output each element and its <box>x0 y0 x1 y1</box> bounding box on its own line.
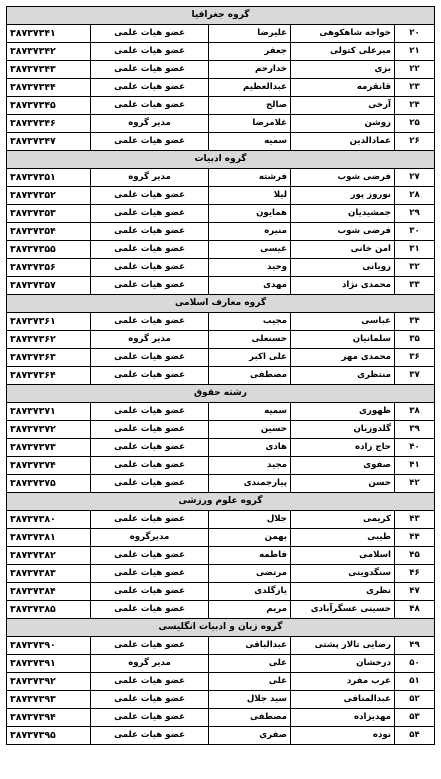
table-row <box>7 691 435 709</box>
group-title: گروه معارف اسلامی <box>7 295 435 313</box>
position: عضو هیات علمی <box>91 709 209 727</box>
position: عضو هیات علمی <box>91 583 209 601</box>
row-number: ۵۴ <box>395 727 435 745</box>
first-name: حسین <box>209 421 291 439</box>
phone-number: ۳۸۷۳۷۳۴۴ <box>7 79 91 97</box>
table-row <box>7 187 435 205</box>
table-row <box>7 709 435 727</box>
first-name: هادی <box>209 439 291 457</box>
last-name: ظهوری <box>291 403 395 421</box>
phone-number: ۳۸۷۳۷۳۷۲ <box>7 421 91 439</box>
first-name: مصطفی <box>209 367 291 385</box>
group-title: رشته حقوق <box>7 385 435 403</box>
first-name: مجید <box>209 457 291 475</box>
phone-number: ۳۸۷۳۷۳۷۳ <box>7 439 91 457</box>
group-header-row <box>7 493 435 511</box>
first-name: عیسی <box>209 241 291 259</box>
position: عضو هیات علمی <box>91 259 209 277</box>
position: عضو هیات علمی <box>91 367 209 385</box>
table-row <box>7 529 435 547</box>
last-name: روشن <box>291 115 395 133</box>
position: عضو هیات علمی <box>91 421 209 439</box>
phone-number: ۳۸۷۳۷۳۹۲ <box>7 673 91 691</box>
row-number: ۲۹ <box>395 205 435 223</box>
row-number: ۴۵ <box>395 547 435 565</box>
position: مدیرگروه <box>91 529 209 547</box>
faculty-table <box>6 6 435 745</box>
position: عضو هیات علمی <box>91 223 209 241</box>
row-number: ۴۱ <box>395 457 435 475</box>
position: عضو هیات علمی <box>91 313 209 331</box>
position: عضو هیات علمی <box>91 61 209 79</box>
faculty-directory <box>6 6 434 745</box>
phone-number: ۳۸۷۳۷۳۹۱ <box>7 655 91 673</box>
position: عضو هیات علمی <box>91 403 209 421</box>
row-number: ۳۳ <box>395 277 435 295</box>
last-name: محمدی مهر <box>291 349 395 367</box>
row-number: ۳۱ <box>395 241 435 259</box>
position: مدیر گروه <box>91 169 209 187</box>
last-name: سنگدوینی <box>291 565 395 583</box>
first-name: فاطمه <box>209 547 291 565</box>
group-header-row <box>7 295 435 313</box>
first-name: منیره <box>209 223 291 241</box>
position: مدیر گروه <box>91 115 209 133</box>
last-name: عمادالدین <box>291 133 395 151</box>
phone-number: ۳۸۷۳۷۳۸۴ <box>7 583 91 601</box>
row-number: ۳۲ <box>395 259 435 277</box>
phone-number: ۳۸۷۳۷۳۹۰ <box>7 637 91 655</box>
table-row <box>7 97 435 115</box>
first-name: سمیه <box>209 133 291 151</box>
first-name: بهمن <box>209 529 291 547</box>
position: عضو هیات علمی <box>91 187 209 205</box>
first-name: حسنعلی <box>209 331 291 349</box>
position: عضو هیات علمی <box>91 691 209 709</box>
row-number: ۲۷ <box>395 169 435 187</box>
last-name: فرضی شوب <box>291 169 395 187</box>
table-row <box>7 349 435 367</box>
last-name: محمدی نژاد <box>291 277 395 295</box>
row-number: ۲۳ <box>395 79 435 97</box>
table-row <box>7 421 435 439</box>
position: عضو هیات علمی <box>91 25 209 43</box>
last-name: میرعلی کتولی <box>291 43 395 61</box>
table-row <box>7 673 435 691</box>
position: عضو هیات علمی <box>91 79 209 97</box>
position: مدیر گروه <box>91 655 209 673</box>
phone-number: ۳۸۷۳۷۳۵۳ <box>7 205 91 223</box>
row-number: ۴۷ <box>395 583 435 601</box>
last-name: جمشیدیان <box>291 205 395 223</box>
first-name: یازگلدی <box>209 583 291 601</box>
faculty-table-body <box>7 7 435 745</box>
last-name: کریمی <box>291 511 395 529</box>
phone-number: ۳۸۷۳۷۳۶۴ <box>7 367 91 385</box>
row-number: ۴۶ <box>395 565 435 583</box>
row-number: ۲۱ <box>395 43 435 61</box>
position: عضو هیات علمی <box>91 97 209 115</box>
row-number: ۳۸ <box>395 403 435 421</box>
row-number: ۵۳ <box>395 709 435 727</box>
last-name: درخشان <box>291 655 395 673</box>
table-row <box>7 331 435 349</box>
first-name: علی <box>209 673 291 691</box>
row-number: ۲۰ <box>395 25 435 43</box>
position: عضو هیات علمی <box>91 475 209 493</box>
table-row <box>7 547 435 565</box>
table-row <box>7 637 435 655</box>
table-row <box>7 169 435 187</box>
table-row <box>7 475 435 493</box>
position: عضو هیات علمی <box>91 547 209 565</box>
last-name: فرضی شوب <box>291 223 395 241</box>
table-row <box>7 403 435 421</box>
table-row <box>7 61 435 79</box>
position: عضو هیات علمی <box>91 673 209 691</box>
table-row <box>7 25 435 43</box>
first-name: مجیب <box>209 313 291 331</box>
position: عضو هیات علمی <box>91 511 209 529</box>
last-name: اسلامی <box>291 547 395 565</box>
phone-number: ۳۸۷۳۷۳۹۳ <box>7 691 91 709</box>
first-name: علیرضا <box>209 25 291 43</box>
table-row <box>7 133 435 151</box>
first-name: خدارحم <box>209 61 291 79</box>
first-name: عبدالعظیم <box>209 79 291 97</box>
phone-number: ۳۸۷۳۷۳۵۴ <box>7 223 91 241</box>
first-name: عبدالباقی <box>209 637 291 655</box>
table-row <box>7 313 435 331</box>
last-name: عرب مفرد <box>291 673 395 691</box>
last-name: قانقرمه <box>291 79 395 97</box>
position: عضو هیات علمی <box>91 601 209 619</box>
table-row <box>7 367 435 385</box>
position: عضو هیات علمی <box>91 205 209 223</box>
phone-number: ۳۸۷۳۷۳۴۲ <box>7 43 91 61</box>
position: عضو هیات علمی <box>91 241 209 259</box>
phone-number: ۳۸۷۳۷۳۴۱ <box>7 25 91 43</box>
table-row <box>7 43 435 61</box>
row-number: ۳۴ <box>395 313 435 331</box>
last-name: صفوی <box>291 457 395 475</box>
group-header-row <box>7 385 435 403</box>
group-title: گروه زبان و ادبیات انگلیسی <box>7 619 435 637</box>
row-number: ۲۲ <box>395 61 435 79</box>
last-name: نظری <box>291 583 395 601</box>
row-number: ۴۹ <box>395 637 435 655</box>
table-row <box>7 115 435 133</box>
first-name: صفری <box>209 727 291 745</box>
row-number: ۴۸ <box>395 601 435 619</box>
phone-number: ۳۸۷۳۷۳۵۶ <box>7 259 91 277</box>
phone-number: ۳۸۷۳۷۳۶۲ <box>7 331 91 349</box>
first-name: مریم <box>209 601 291 619</box>
first-name: همایون <box>209 205 291 223</box>
table-row <box>7 439 435 457</box>
phone-number: ۳۸۷۳۷۳۶۱ <box>7 313 91 331</box>
phone-number: ۳۸۷۳۷۳۵۱ <box>7 169 91 187</box>
row-number: ۴۰ <box>395 439 435 457</box>
first-name: وحید <box>209 259 291 277</box>
first-name: جعفر <box>209 43 291 61</box>
first-name: مرتضی <box>209 565 291 583</box>
table-row <box>7 241 435 259</box>
phone-number: ۳۸۷۳۷۳۹۵ <box>7 727 91 745</box>
table-row <box>7 655 435 673</box>
row-number: ۳۹ <box>395 421 435 439</box>
row-number: ۲۸ <box>395 187 435 205</box>
last-name: بزی <box>291 61 395 79</box>
first-name: صالح <box>209 97 291 115</box>
group-header-row <box>7 151 435 169</box>
first-name: مصطفی <box>209 709 291 727</box>
position: عضو هیات علمی <box>91 457 209 475</box>
last-name: طیبی <box>291 529 395 547</box>
row-number: ۳۰ <box>395 223 435 241</box>
row-number: ۳۶ <box>395 349 435 367</box>
position: عضو هیات علمی <box>91 277 209 295</box>
phone-number: ۳۸۷۳۷۳۴۳ <box>7 61 91 79</box>
row-number: ۳۵ <box>395 331 435 349</box>
phone-number: ۳۸۷۳۷۳۷۵ <box>7 475 91 493</box>
row-number: ۲۴ <box>395 97 435 115</box>
table-row <box>7 601 435 619</box>
first-name: فرشته <box>209 169 291 187</box>
last-name: گلدوزیان <box>291 421 395 439</box>
last-name: منتظری <box>291 367 395 385</box>
first-name: سمیه <box>209 403 291 421</box>
table-row <box>7 223 435 241</box>
last-name: نوروز پور <box>291 187 395 205</box>
table-row <box>7 259 435 277</box>
phone-number: ۳۸۷۳۷۳۹۴ <box>7 709 91 727</box>
phone-number: ۳۸۷۳۷۳۴۷ <box>7 133 91 151</box>
first-name: غلامرضا <box>209 115 291 133</box>
phone-number: ۳۸۷۳۷۳۸۲ <box>7 547 91 565</box>
row-number: ۴۲ <box>395 475 435 493</box>
last-name: رضایی تالار پشتی <box>291 637 395 655</box>
position: مدیر گروه <box>91 331 209 349</box>
first-name: مهدی <box>209 277 291 295</box>
group-header-row <box>7 619 435 637</box>
last-name: رویانی <box>291 259 395 277</box>
phone-number: ۳۸۷۳۷۳۵۷ <box>7 277 91 295</box>
position: عضو هیات علمی <box>91 133 209 151</box>
table-row <box>7 457 435 475</box>
table-row <box>7 205 435 223</box>
table-row <box>7 79 435 97</box>
phone-number: ۳۸۷۳۷۳۸۳ <box>7 565 91 583</box>
group-header-row <box>7 7 435 25</box>
table-row <box>7 511 435 529</box>
last-name: نوده <box>291 727 395 745</box>
position: عضو هیات علمی <box>91 349 209 367</box>
group-title: گروه جغرافیا <box>7 7 435 25</box>
table-row <box>7 583 435 601</box>
phone-number: ۳۸۷۳۷۳۴۵ <box>7 97 91 115</box>
last-name: حاج زاده <box>291 439 395 457</box>
table-row <box>7 727 435 745</box>
first-name: علی اکبر <box>209 349 291 367</box>
last-name: خواجه شاهکوهی <box>291 25 395 43</box>
last-name: آرخی <box>291 97 395 115</box>
row-number: ۳۷ <box>395 367 435 385</box>
phone-number: ۳۸۷۳۷۳۶۳ <box>7 349 91 367</box>
table-row <box>7 277 435 295</box>
position: عضو هیات علمی <box>91 637 209 655</box>
phone-number: ۳۸۷۳۷۳۷۴ <box>7 457 91 475</box>
first-name: لیلا <box>209 187 291 205</box>
phone-number: ۳۸۷۳۷۳۸۱ <box>7 529 91 547</box>
last-name: عبدالمنافی <box>291 691 395 709</box>
row-number: ۴۴ <box>395 529 435 547</box>
last-name: حسینی عسگرآبادی <box>291 601 395 619</box>
position: عضو هیات علمی <box>91 439 209 457</box>
phone-number: ۳۸۷۳۷۳۸۵ <box>7 601 91 619</box>
row-number: ۲۵ <box>395 115 435 133</box>
phone-number: ۳۸۷۳۷۳۷۱ <box>7 403 91 421</box>
group-title: گروه علوم ورزشی <box>7 493 435 511</box>
table-row <box>7 565 435 583</box>
position: عضو هیات علمی <box>91 565 209 583</box>
first-name: جلال <box>209 511 291 529</box>
row-number: ۲۶ <box>395 133 435 151</box>
phone-number: ۳۸۷۳۷۳۵۲ <box>7 187 91 205</box>
row-number: ۴۳ <box>395 511 435 529</box>
last-name: عباسی <box>291 313 395 331</box>
phone-number: ۳۸۷۳۷۳۵۵ <box>7 241 91 259</box>
row-number: ۵۲ <box>395 691 435 709</box>
first-name: پیارجمندی <box>209 475 291 493</box>
last-name: مهدیزاده <box>291 709 395 727</box>
last-name: سلمانیان <box>291 331 395 349</box>
group-title: گروه ادبیات <box>7 151 435 169</box>
first-name: سید جلال <box>209 691 291 709</box>
first-name: علی <box>209 655 291 673</box>
phone-number: ۳۸۷۳۷۳۸۰ <box>7 511 91 529</box>
position: عضو هیات علمی <box>91 727 209 745</box>
last-name: حسن <box>291 475 395 493</box>
last-name: امن خانی <box>291 241 395 259</box>
row-number: ۵۱ <box>395 673 435 691</box>
phone-number: ۳۸۷۳۷۳۴۶ <box>7 115 91 133</box>
position: عضو هیات علمی <box>91 43 209 61</box>
row-number: ۵۰ <box>395 655 435 673</box>
